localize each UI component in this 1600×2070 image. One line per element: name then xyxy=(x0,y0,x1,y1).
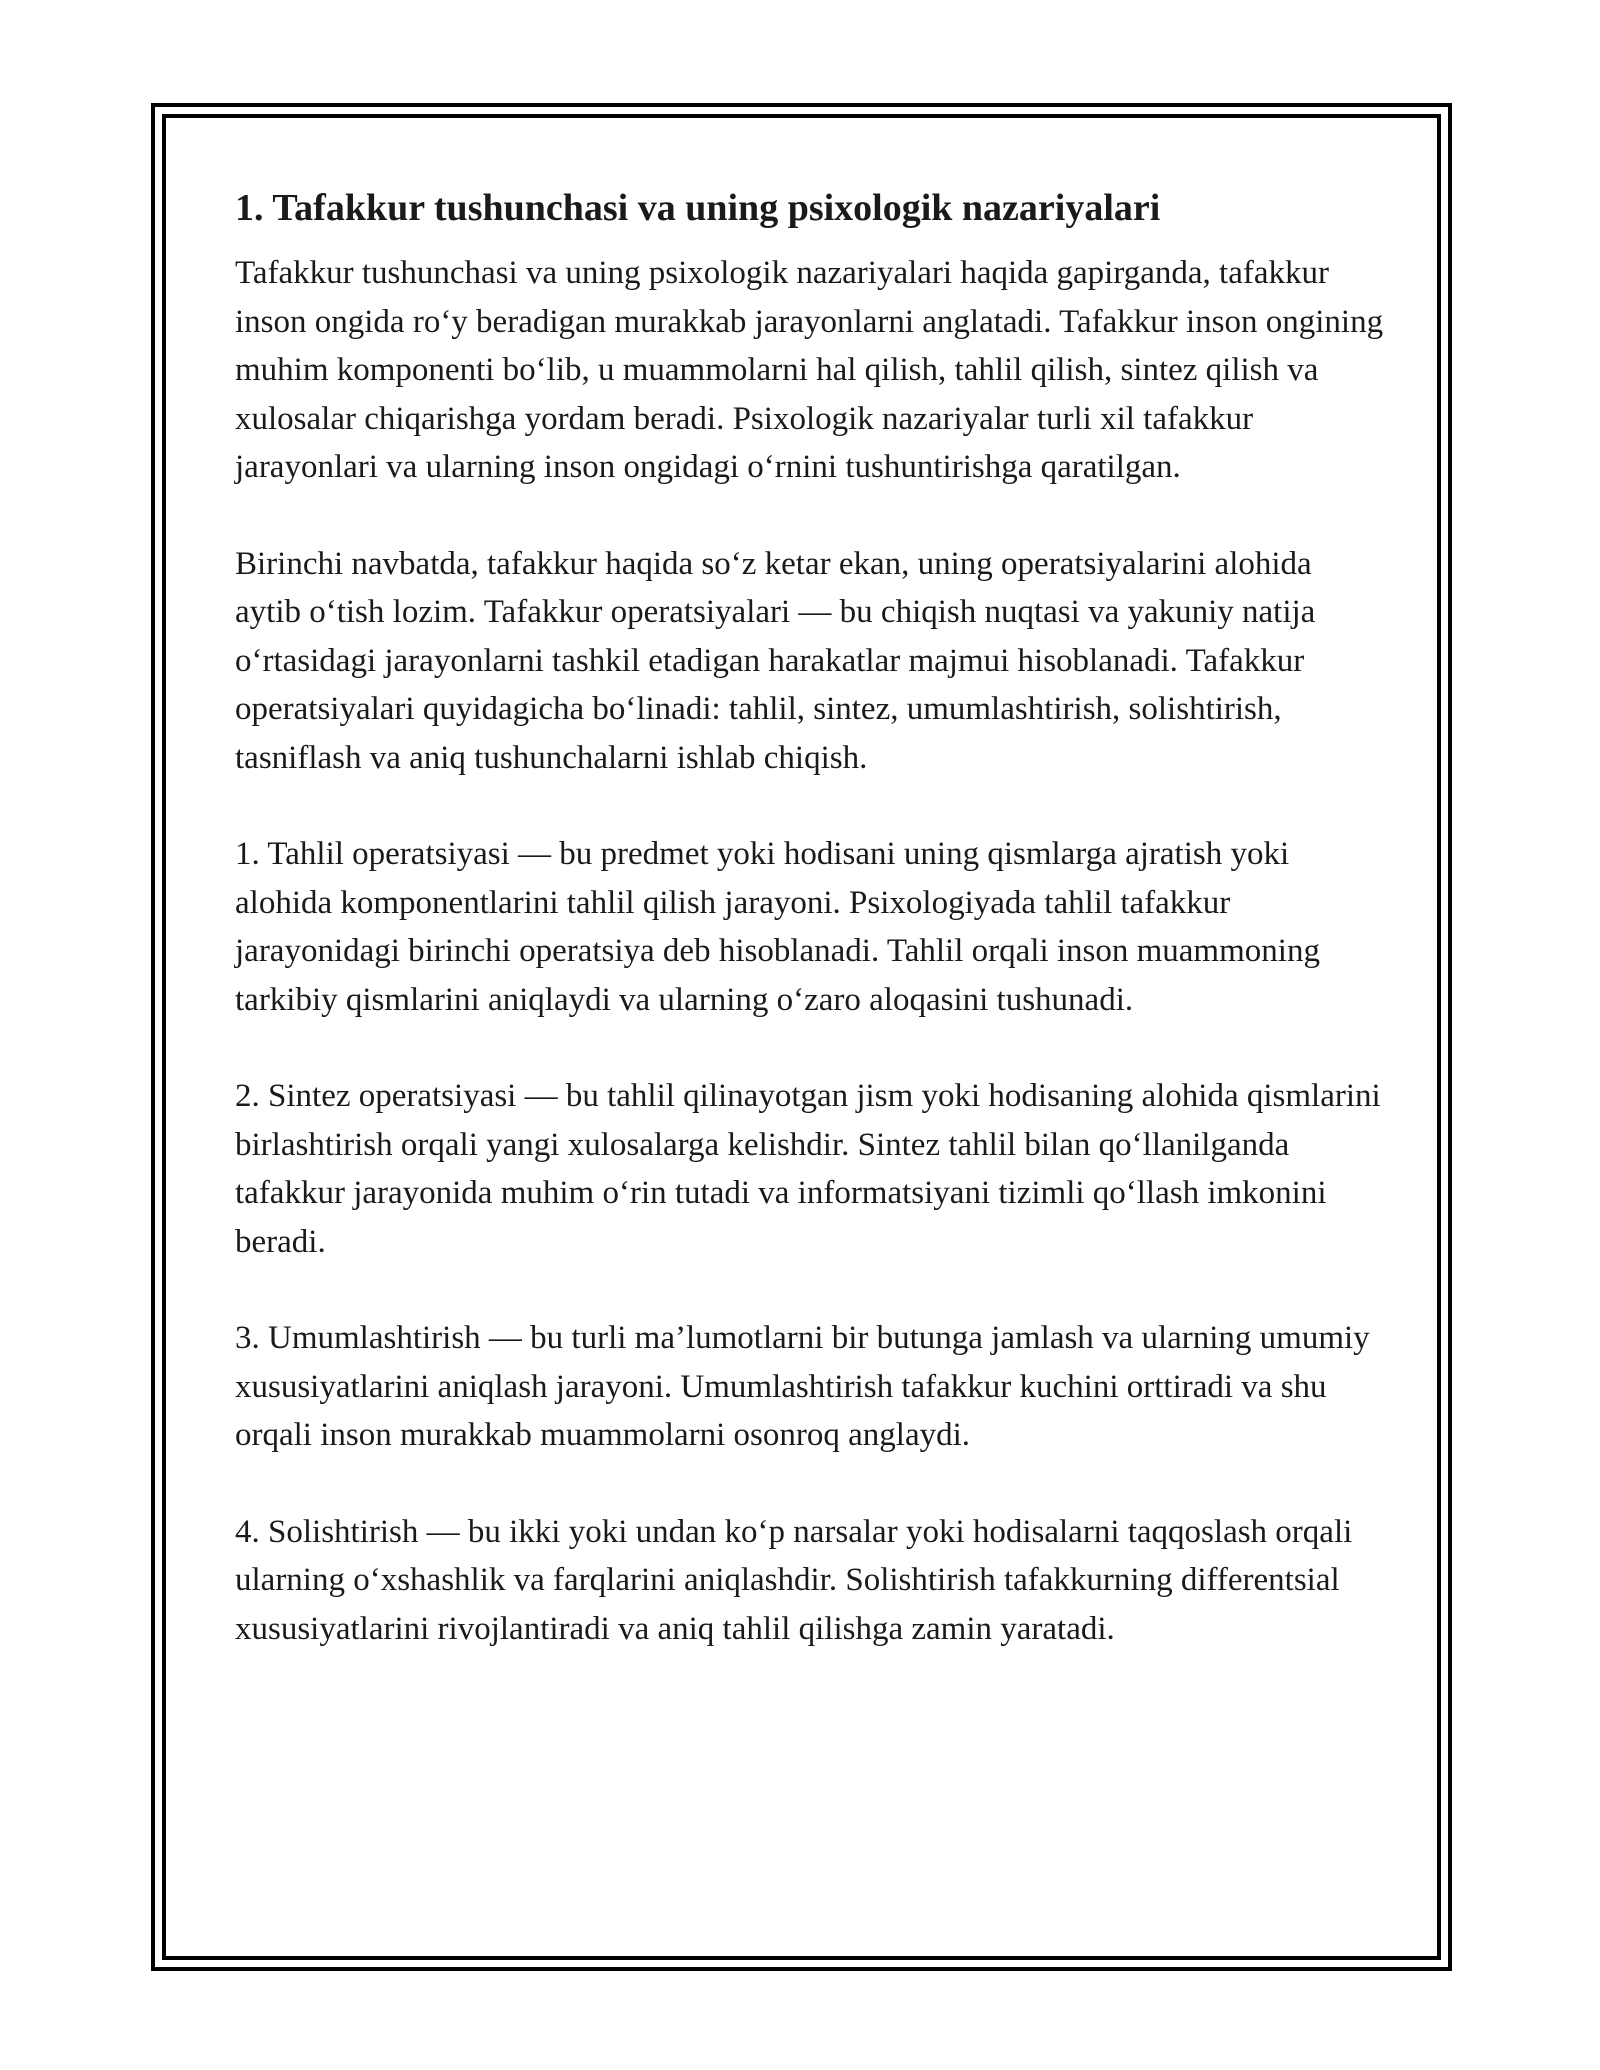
paragraph-generalization: 3. Umumlashtirish — bu turli ma’lumotlarni bir butunga jamlash va ularning umumiy xususiyatlarini aniqlash jarayoni. Umumlashtirish tafakkur kuchini orttiradi va shu orqali inson murakkab muammolarni osonroq anglaydi. xyxy=(235,1320,1370,1453)
paragraph-comparison: 4. Solishtirish — bu ikki yoki undan ko‘p narsalar yoki hodisalarni taqqoslash orqali ularning o‘xshashlik va farqlarini aniqlashdir. Solishtirish tafakkurning differentsial xususiyatlarini rivojlantiradi va aniq tahlil qilishga zamin yaratadi. xyxy=(235,1513,1353,1647)
paragraph-intro: Tafakkur tushunchasi va uning psixologik nazariyalari haqida gapirganda, tafakkur inson ongida ro‘y beradigan murakkab jarayonlarni anglatadi. Tafakkur inson ongining muhim komponenti bo‘lib, u muammolarni hal qilish, tahlil qilish, sintez qilish va xulosalar chiqarishga yordam beradi. Psixologik nazariyalar turli xil tafakkur jarayonlari va ularning inson ongidagi o‘rnini tushuntirishga qaratilgan. xyxy=(235,255,1384,485)
paragraph-operations: Birinchi navbatda, tafakkur haqida so‘z ketar ekan, uning operatsiyalarini alohida aytib o‘tish lozim. Tafakkur operatsiyalari — bu chiqish nuqtasi va yakuniy natija o‘rtasidagi jarayonlarni tashkil etadigan harakatlar majmui hisoblanadi. Tafakkur operatsiyalari quyidagicha bo‘linadi: tahlil, sintez, umumlashtirish, solishtirish, tasniflash va aniq tushunchalarni ishlab chiqish. xyxy=(235,545,1316,776)
section-heading: 1. Tafakkur tushunchasi va uning psixologik nazariyalari xyxy=(235,187,1161,229)
paragraph-analysis: 1. Tahlil operatsiyasi — bu predmet yoki hodisani uning qismlarga ajratish yoki alohida komponentlarini tahlil qilish jarayoni. Psixologiyada tahlil tafakkur jarayonidagi birinchi operatsiya deb hisoblanadi. Tahlil orqali inson muammoning tarkibiy qismlarini aniqlaydi va ularning o‘zaro aloqasini tushunadi. xyxy=(235,836,1320,1018)
document-body xyxy=(235,183,1385,1701)
page-border xyxy=(151,103,1452,1971)
paragraph-synthesis: 2. Sintez operatsiyasi — bu tahlil qilinayotgan jism yoki hodisaning alohida qismlarini birlashtirish orqali yangi xulosalarga kelishdir. Sintez tahlil bilan qo‘llanilganda tafakkur jarayonida muhim o‘rin tutadi va informatsiyani tizimli qo‘llash imkonini beradi. xyxy=(235,1078,1381,1260)
